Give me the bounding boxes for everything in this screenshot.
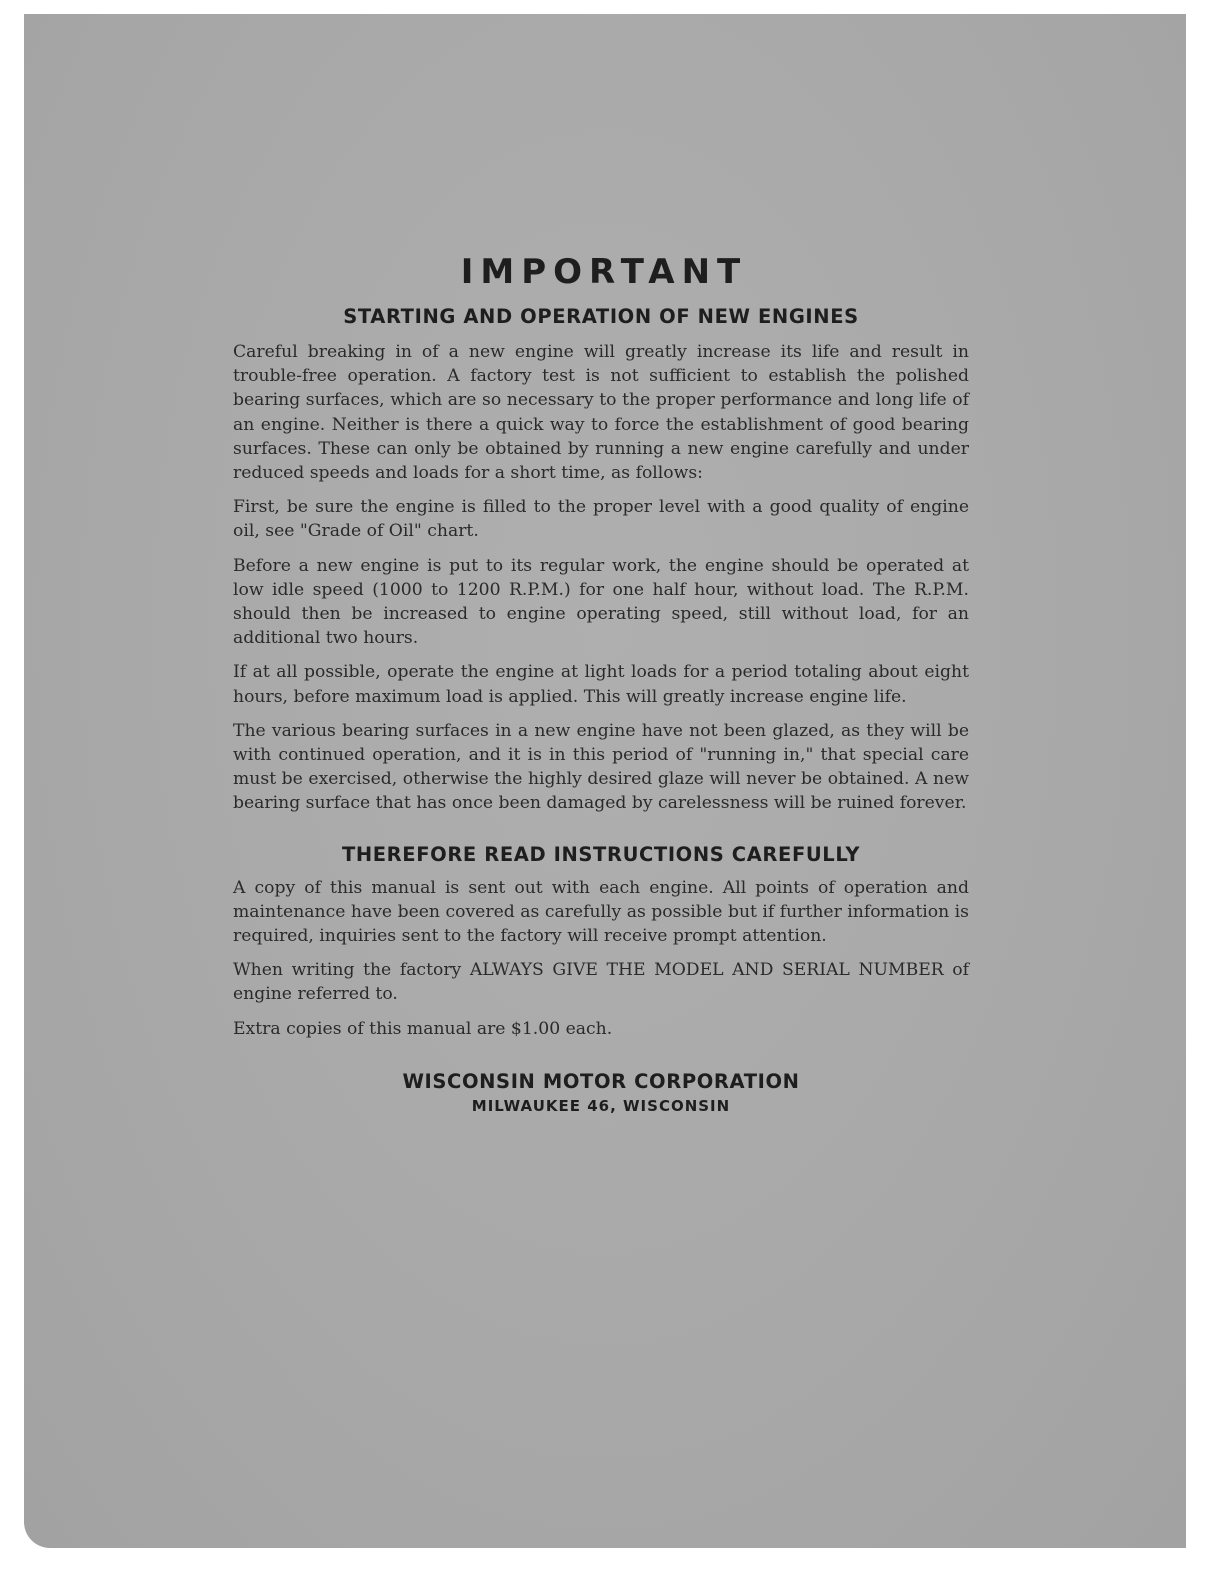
paragraph-bearing-surfaces: The various bearing surfaces in a new engine have not been glazed, as they will be with continued operation, and it is in this period of "running in," that special care must be exercised, otherwise the highly desired glaze will never be obtained. A new bearing surface that has once been damaged by carelessness will be ruined forever. — [233, 720, 969, 814]
paragraph-model-serial: When writing the factory ALWAYS GIVE THE MODEL AND SERIAL NUMBER of engine referred to. — [233, 960, 969, 1005]
page-subtitle: STARTING AND OPERATION OF NEW ENGINES — [343, 305, 859, 328]
company-name: WISCONSIN MOTOR CORPORATION — [402, 1069, 800, 1093]
paragraph-idle-speed: Before a new engine is put to its regular work, the engine should be operated at low idle speed (1000 to 1200 R.P.M.) for one half hour, without load. The R.P.M. should then be increased to engine operating speed, still without load, for an additional two hours. — [233, 555, 969, 649]
paragraph-engine-oil: First, be sure the engine is filled to the proper level with a good quality of engine oil, see "Grade of Oil" chart. — [233, 497, 969, 542]
section-heading-read-instructions: THEREFORE READ INSTRUCTIONS CAREFULLY — [341, 842, 861, 866]
paragraph-extra-copies: Extra copies of this manual are $1.00 each. — [233, 1018, 613, 1039]
page-title: IMPORTANT — [460, 252, 748, 292]
paragraph-breaking-in: Careful breaking in of a new engine will greatly increase its life and result in trouble-free operation. A factory test is not sufficient to establish the polished bearing surfaces, which are so necessary to the proper performance and long life of an engine. Neither is there a quick way to force the establishment of good bearing surfaces. These can only be obtained by running a new engine carefully and under reduced speeds and loads for a short time, as follows: — [233, 342, 969, 484]
company-city: MILWAUKEE 46, WISCONSIN — [471, 1096, 731, 1115]
paragraph-manual-copy: A copy of this manual is sent out with each engine. All points of operation and maintenance have been covered as carefully as possible but if further information is required, inquiries sent to the factory will receive prompt attention. — [233, 877, 969, 947]
paragraph-light-loads: If at all possible, operate the engine at light loads for a period totaling about eight hours, before maximum load is applied. This will greatly increase engine life. — [233, 662, 969, 707]
manual-page — [24, 14, 1186, 1548]
page-content — [233, 244, 969, 1117]
company-footer — [233, 1069, 969, 1117]
